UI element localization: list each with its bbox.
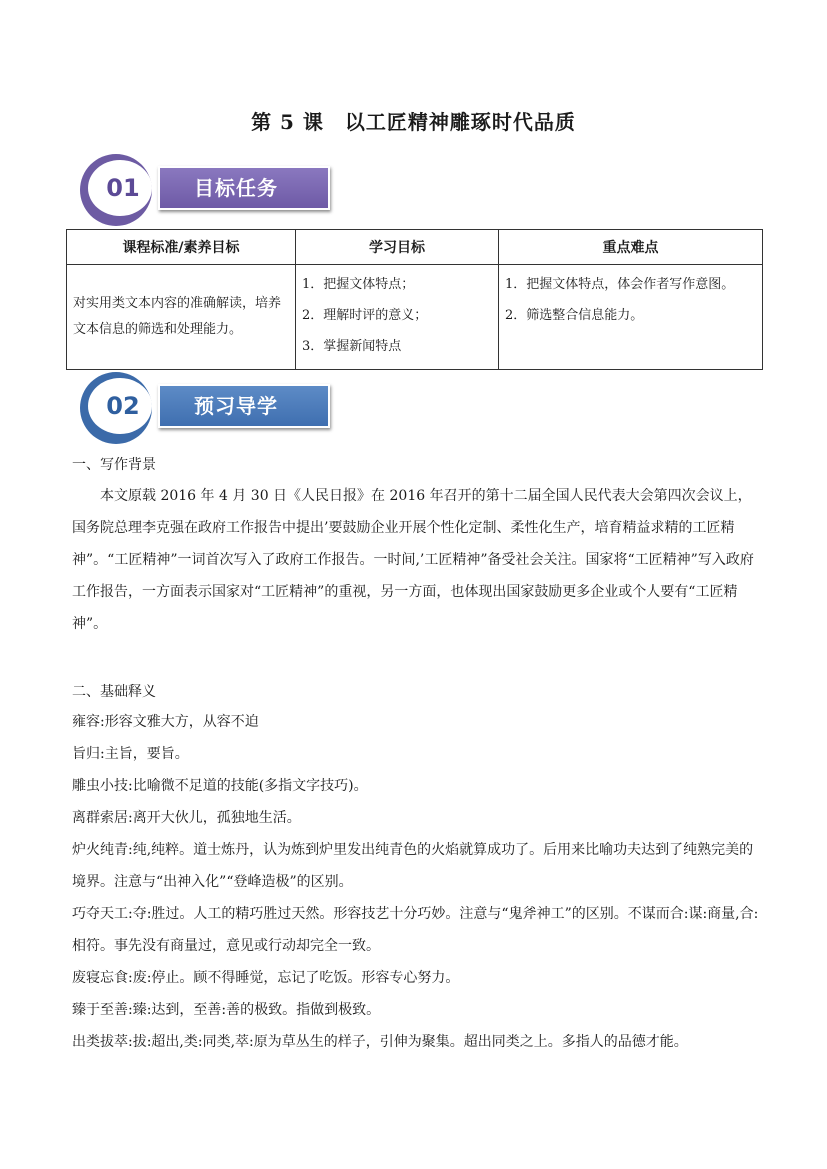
background-section (72, 480, 762, 640)
basics-heading: 二、基础释义 (72, 684, 156, 700)
definition-item: 旨归:主旨，要旨。 (72, 746, 189, 762)
table-header-row (67, 230, 763, 265)
keypoint-item: 2．筛选整合信息能力。 (505, 308, 644, 323)
keypoint-item: 1．把握文体特点，体会作者写作意图。 (505, 277, 735, 292)
definition-item: 雕虫小技:比喻微不足道的技能(多指文字技巧)。 (72, 778, 368, 794)
objective-item: 3．掌握新闻特点 (302, 339, 402, 354)
section-number-badge (80, 372, 152, 444)
table-cell-keypoints (499, 265, 763, 370)
section-header-preview (80, 374, 360, 444)
section-label: 预习导学 (194, 394, 278, 418)
table-header-cell: 学习目标 (296, 230, 499, 265)
definition-item: 雍容:形容文雅大方，从容不迫 (72, 714, 259, 730)
definition-item: 出类拔萃:拔:超出,类:同类,萃:原为草丛生的样子，引伸为聚集。超出同类之上。多指人的品德才能。 (72, 1034, 688, 1050)
definition-item: 炉火纯青:纯,纯粹。道士炼丹，认为炼到炉里发出纯青色的火焰就算成功了。后用来比喻功夫达到了纯熟完美的境界。注意与“出神入化”“登峰造极”的区别。 (72, 842, 754, 890)
objective-item: 2．理解时评的意义； (302, 308, 428, 323)
definition-item: 离群索居:离开大伙儿，孤独地生活。 (72, 810, 301, 826)
section-header-goals (80, 156, 360, 226)
table-cell-objectives (296, 265, 499, 370)
section-number-badge (80, 154, 152, 226)
table-header-cell: 课程标准/素养目标 (67, 230, 296, 265)
section-number: 02 (106, 392, 140, 420)
section-number: 01 (106, 174, 140, 202)
table-cell-standard: 对实用类文本内容的准确解读，培养文本信息的筛选和处理能力。 (67, 265, 296, 370)
section-label: 目标任务 (194, 176, 278, 200)
definition-item: 臻于至善:臻:达到，至善:善的极致。指做到极致。 (72, 1002, 381, 1018)
background-heading: 一、写作背景 (72, 457, 156, 473)
background-paragraph: 本文原载 2016 年 4 月 30 日《人民日报》在 2016 年召开的第十二届全国人民代表大会第四次会议上，国务院总理李克强在政府工作报告中提出’要鼓励企业开展个性化定制、柔性化生产，培育精益求精的工匠精神”。“工匠精神”一词首次写入了政府工作报告。一时间,’工匠精神”备受社会关注。国家将“工匠精神”写入政府工作报告，一方面表示国家对“工匠精神”的重视，另一方面，也体现出国家鼓励更多企业或个人要有“工匠精神”。 (72, 488, 754, 632)
table-header-cell: 重点难点 (499, 230, 763, 265)
basics-list (72, 706, 762, 1058)
definition-item: 巧夺天工:夺:胜过。人工的精巧胜过天然。形容技艺十分巧妙。注意与“鬼斧神工”的区别。不谋而合:谋:商量,合:相符。事先没有商量过，意见或行动却完全一致。 (72, 906, 759, 954)
objective-item: 1．把握文体特点； (302, 277, 415, 292)
definition-item: 废寝忘食:废:停止。顾不得睡觉，忘记了吃饭。形容专心努力。 (72, 970, 460, 986)
table-row (67, 265, 763, 370)
goals-table (66, 229, 763, 370)
page-title: 第 5 课 以工匠精神雕琢时代品质 (251, 110, 576, 134)
